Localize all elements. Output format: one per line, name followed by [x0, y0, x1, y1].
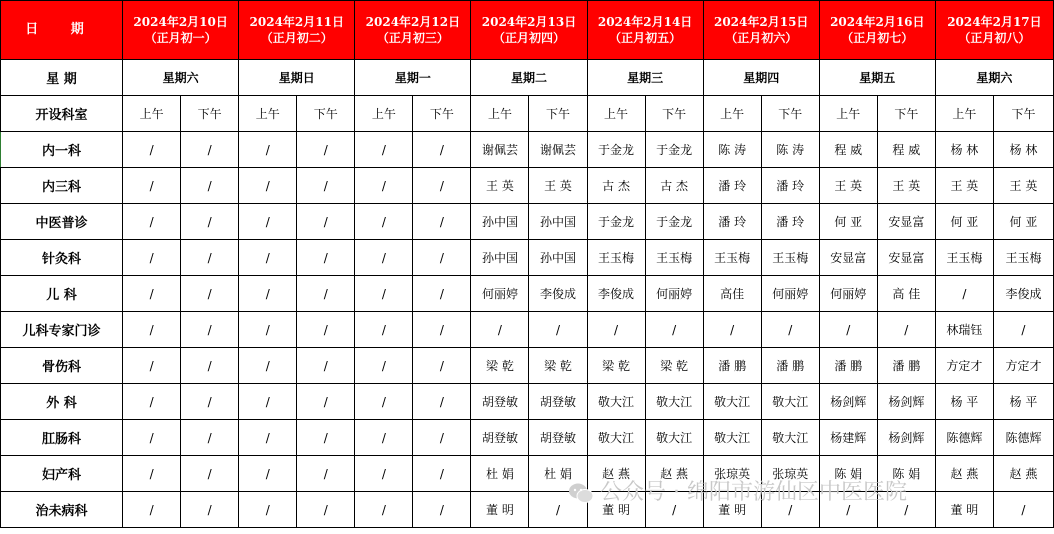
doctor-cell: 杨建辉 — [819, 420, 877, 456]
doctor-cell: / — [239, 420, 297, 456]
doctor-cell: 王 英 — [529, 168, 587, 204]
doctor-cell: 敬大江 — [645, 384, 703, 420]
doctor-cell: / — [877, 492, 935, 528]
doctor-cell: 高佳 — [703, 276, 761, 312]
morning-session-cell: 上午 — [123, 96, 181, 132]
doctor-cell: / — [413, 312, 471, 348]
doctor-cell: 陈 娟 — [877, 456, 935, 492]
doctor-cell: 王玉梅 — [703, 240, 761, 276]
doctor-cell: / — [239, 456, 297, 492]
doctor-cell: 敬大江 — [703, 384, 761, 420]
doctor-cell: / — [123, 168, 181, 204]
weekday-cell: 星期四 — [703, 60, 819, 96]
doctor-cell: / — [181, 168, 239, 204]
doctor-cell: / — [355, 492, 413, 528]
doctor-cell: / — [355, 168, 413, 204]
date-header-cell — [471, 1, 587, 60]
doctor-cell: / — [413, 348, 471, 384]
weekday-cell: 星期五 — [819, 60, 935, 96]
afternoon-session-cell: 下午 — [529, 96, 587, 132]
date-header-cell — [123, 1, 239, 60]
doctor-cell: / — [355, 240, 413, 276]
doctor-cell: 杨 平 — [993, 384, 1053, 420]
doctor-cell: / — [297, 276, 355, 312]
doctor-cell: 林瑞钰 — [935, 312, 993, 348]
doctor-cell: / — [761, 312, 819, 348]
doctor-cell: / — [239, 276, 297, 312]
gregorian-date: 2024年2月10日 — [133, 15, 228, 29]
doctor-cell: / — [239, 132, 297, 168]
date-header-cell — [355, 1, 471, 60]
doctor-cell: / — [239, 204, 297, 240]
department-name: 中医普诊 — [1, 204, 123, 240]
doctor-cell: 杨剑辉 — [819, 384, 877, 420]
doctor-cell: / — [297, 312, 355, 348]
doctor-cell: 梁 乾 — [587, 348, 645, 384]
doctor-cell: 潘 玲 — [703, 168, 761, 204]
gregorian-date: 2024年2月12日 — [365, 15, 461, 29]
doctor-cell: 陈 涛 — [761, 132, 819, 168]
doctor-cell: 杨剑辉 — [877, 384, 935, 420]
department-name: 骨伤科 — [1, 348, 123, 384]
weekday-row-label: 星 期 — [1, 60, 123, 96]
doctor-cell: / — [355, 312, 413, 348]
department-row — [1, 312, 1054, 348]
doctor-cell: 李俊成 — [993, 276, 1053, 312]
doctor-cell: / — [123, 312, 181, 348]
gregorian-date: 2024年2月17日 — [947, 15, 1042, 29]
doctor-cell: / — [181, 348, 239, 384]
department-row — [1, 420, 1054, 456]
department-name: 治未病科 — [1, 492, 123, 528]
afternoon-session-cell: 下午 — [181, 96, 239, 132]
weekday-cell: 星期二 — [471, 60, 587, 96]
doctor-cell: / — [355, 348, 413, 384]
doctor-cell: 高 佳 — [877, 276, 935, 312]
gregorian-date: 2024年2月11日 — [249, 15, 344, 29]
doctor-cell: 潘 鹏 — [819, 348, 877, 384]
morning-session-cell: 上午 — [239, 96, 297, 132]
doctor-cell: 孙中国 — [471, 204, 529, 240]
doctor-cell: / — [181, 456, 239, 492]
doctor-cell: / — [297, 420, 355, 456]
gregorian-date: 2024年2月14日 — [597, 15, 693, 29]
doctor-cell: 敬大江 — [761, 384, 819, 420]
doctor-cell: / — [355, 384, 413, 420]
doctor-cell: 潘 玲 — [703, 204, 761, 240]
doctor-cell: / — [297, 384, 355, 420]
doctor-cell: 赵 燕 — [587, 456, 645, 492]
doctor-cell: 梁 乾 — [471, 348, 529, 384]
morning-session-cell: 上午 — [471, 96, 529, 132]
doctor-cell: 安显富 — [819, 240, 877, 276]
doctor-cell: 王玉梅 — [645, 240, 703, 276]
doctor-cell: / — [239, 492, 297, 528]
morning-session-cell: 上午 — [935, 96, 993, 132]
doctor-cell: 敬大江 — [587, 420, 645, 456]
doctor-cell: 安显富 — [877, 204, 935, 240]
doctor-cell: 程 威 — [819, 132, 877, 168]
doctor-cell: / — [181, 240, 239, 276]
doctor-cell: / — [297, 348, 355, 384]
lunar-date: （正月初七） — [841, 31, 914, 45]
doctor-cell: / — [529, 312, 587, 348]
doctor-cell: / — [181, 384, 239, 420]
morning-session-cell: 上午 — [703, 96, 761, 132]
doctor-cell: / — [123, 276, 181, 312]
weekday-cell: 星期六 — [123, 60, 239, 96]
doctor-cell: 潘 玲 — [761, 204, 819, 240]
doctor-cell: 潘 鹏 — [703, 348, 761, 384]
doctor-cell: / — [355, 132, 413, 168]
doctor-cell: / — [181, 420, 239, 456]
weekday-cell: 星期一 — [355, 60, 471, 96]
department-row — [1, 492, 1054, 528]
doctor-cell: 王 英 — [877, 168, 935, 204]
doctor-cell: 赵 燕 — [935, 456, 993, 492]
date-header-row — [1, 1, 1054, 60]
doctor-cell: / — [355, 276, 413, 312]
lunar-date: （正月初三） — [376, 31, 449, 45]
doctor-cell: / — [413, 204, 471, 240]
doctor-cell: 何 亚 — [819, 204, 877, 240]
doctor-cell: / — [297, 492, 355, 528]
doctor-cell: 梁 乾 — [529, 348, 587, 384]
doctor-cell: / — [355, 204, 413, 240]
lunar-date: （正月初五） — [609, 31, 682, 45]
doctor-cell: 杨剑辉 — [877, 420, 935, 456]
doctor-cell: 方定才 — [935, 348, 993, 384]
doctor-cell: / — [703, 312, 761, 348]
department-row — [1, 456, 1054, 492]
department-name: 妇产科 — [1, 456, 123, 492]
doctor-cell: 潘 鹏 — [761, 348, 819, 384]
doctor-cell: / — [413, 168, 471, 204]
weekday-cell: 星期三 — [587, 60, 703, 96]
doctor-cell: / — [413, 132, 471, 168]
doctor-cell: 何丽婷 — [761, 276, 819, 312]
doctor-cell: / — [239, 312, 297, 348]
doctor-cell: / — [297, 456, 355, 492]
lunar-date: （正月初六） — [725, 31, 798, 45]
doctor-cell: 胡登敏 — [471, 384, 529, 420]
doctor-cell: / — [413, 384, 471, 420]
doctor-cell: / — [877, 312, 935, 348]
department-row — [1, 348, 1054, 384]
afternoon-session-cell: 下午 — [761, 96, 819, 132]
department-name: 针灸科 — [1, 240, 123, 276]
doctor-cell: 何 亚 — [993, 204, 1053, 240]
doctor-cell: / — [761, 492, 819, 528]
doctor-cell: 王 英 — [819, 168, 877, 204]
gregorian-date: 2024年2月15日 — [713, 15, 809, 29]
doctor-cell: 何丽婷 — [471, 276, 529, 312]
doctor-cell: / — [471, 312, 529, 348]
doctor-cell: 潘 鹏 — [877, 348, 935, 384]
gregorian-date: 2024年2月16日 — [830, 15, 925, 29]
gregorian-date: 2024年2月13日 — [481, 15, 577, 29]
department-row — [1, 132, 1054, 168]
doctor-cell: 于金龙 — [645, 132, 703, 168]
doctor-cell: / — [123, 132, 181, 168]
doctor-cell: 赵 燕 — [993, 456, 1053, 492]
date-header-cell — [819, 1, 935, 60]
doctor-cell: 陈 娟 — [819, 456, 877, 492]
date-header-label: 日 期 — [1, 1, 123, 60]
doctor-cell: 于金龙 — [587, 204, 645, 240]
weekday-cell: 星期日 — [239, 60, 355, 96]
watermark-text: 公众号 · 绵阳市游仙区中医医院 — [600, 480, 907, 505]
doctor-cell: / — [645, 492, 703, 528]
doctor-cell: / — [819, 492, 877, 528]
doctor-cell: 杨 林 — [993, 132, 1053, 168]
doctor-cell: / — [181, 312, 239, 348]
department-name: 儿科专家门诊 — [1, 312, 123, 348]
session-row — [1, 96, 1054, 132]
doctor-cell: / — [819, 312, 877, 348]
afternoon-session-cell: 下午 — [297, 96, 355, 132]
doctor-cell: / — [123, 384, 181, 420]
afternoon-session-cell: 下午 — [645, 96, 703, 132]
afternoon-session-cell: 下午 — [413, 96, 471, 132]
doctor-cell: 敬大江 — [587, 384, 645, 420]
doctor-cell: / — [181, 276, 239, 312]
doctor-cell: / — [413, 240, 471, 276]
doctor-cell: 陈德辉 — [993, 420, 1053, 456]
doctor-cell: / — [993, 312, 1053, 348]
lunar-date: （正月初四） — [492, 31, 565, 45]
doctor-cell: / — [181, 492, 239, 528]
doctor-cell: 敬大江 — [645, 420, 703, 456]
doctor-cell: 陈 涛 — [703, 132, 761, 168]
doctor-cell: / — [123, 456, 181, 492]
doctor-cell: 孙中国 — [529, 204, 587, 240]
department-row — [1, 168, 1054, 204]
department-name: 外 科 — [1, 384, 123, 420]
doctor-cell: / — [181, 132, 239, 168]
doctor-cell: / — [355, 420, 413, 456]
lunar-date: （正月初八） — [958, 31, 1031, 45]
morning-session-cell: 上午 — [819, 96, 877, 132]
afternoon-session-cell: 下午 — [877, 96, 935, 132]
department-row — [1, 240, 1054, 276]
doctor-cell: 董 明 — [587, 492, 645, 528]
doctor-cell: 董 明 — [471, 492, 529, 528]
lunar-date: （正月初二） — [260, 31, 333, 45]
department-name: 内三科 — [1, 168, 123, 204]
doctor-cell: 于金龙 — [587, 132, 645, 168]
doctor-cell: 张琼英 — [703, 456, 761, 492]
department-name: 内一科 — [1, 132, 123, 168]
doctor-cell: 杜 娟 — [529, 456, 587, 492]
doctor-cell: 杨 林 — [935, 132, 993, 168]
weekday-row — [1, 60, 1054, 96]
doctor-cell: 李俊成 — [529, 276, 587, 312]
weekday-cell: 星期六 — [935, 60, 1053, 96]
doctor-cell: 陈德辉 — [935, 420, 993, 456]
morning-session-cell: 上午 — [587, 96, 645, 132]
doctor-cell: 王 英 — [935, 168, 993, 204]
doctor-cell: 胡登敏 — [529, 384, 587, 420]
morning-session-cell: 上午 — [355, 96, 413, 132]
doctor-cell: 胡登敏 — [529, 420, 587, 456]
doctor-cell: 谢佩芸 — [529, 132, 587, 168]
doctor-cell: 谢佩芸 — [471, 132, 529, 168]
doctor-cell: / — [239, 168, 297, 204]
doctor-cell: / — [123, 348, 181, 384]
doctor-cell: / — [587, 312, 645, 348]
doctor-cell: 张琼英 — [761, 456, 819, 492]
date-header-cell — [587, 1, 703, 60]
doctor-cell: / — [181, 204, 239, 240]
department-name: 儿 科 — [1, 276, 123, 312]
doctor-cell: / — [123, 420, 181, 456]
doctor-cell: 敬大江 — [703, 420, 761, 456]
doctor-cell: 于金龙 — [645, 204, 703, 240]
doctor-cell: 杨 平 — [935, 384, 993, 420]
date-header-cell — [935, 1, 1053, 60]
afternoon-session-cell: 下午 — [993, 96, 1053, 132]
doctor-cell: 何 亚 — [935, 204, 993, 240]
doctor-cell: / — [413, 456, 471, 492]
doctor-cell: 董 明 — [703, 492, 761, 528]
doctor-cell: 方定才 — [993, 348, 1053, 384]
doctor-cell: / — [529, 492, 587, 528]
doctor-cell: / — [123, 204, 181, 240]
doctor-cell: 古 杰 — [587, 168, 645, 204]
doctor-cell: 胡登敏 — [471, 420, 529, 456]
doctor-cell: 李俊成 — [587, 276, 645, 312]
doctor-cell: 孙中国 — [471, 240, 529, 276]
doctor-cell: / — [413, 420, 471, 456]
doctor-cell: 安显富 — [877, 240, 935, 276]
department-name: 肛肠科 — [1, 420, 123, 456]
doctor-cell: 王玉梅 — [761, 240, 819, 276]
doctor-cell: / — [355, 456, 413, 492]
date-header-cell — [703, 1, 819, 60]
doctor-cell: / — [297, 204, 355, 240]
doctor-cell: 王 英 — [471, 168, 529, 204]
doctor-cell: 孙中国 — [529, 240, 587, 276]
department-row — [1, 384, 1054, 420]
doctor-cell: 王玉梅 — [993, 240, 1053, 276]
doctor-cell: 程 威 — [877, 132, 935, 168]
doctor-cell: / — [239, 348, 297, 384]
doctor-cell: / — [297, 240, 355, 276]
doctor-cell: 梁 乾 — [645, 348, 703, 384]
doctor-cell: / — [993, 492, 1053, 528]
doctor-cell: 古 杰 — [645, 168, 703, 204]
department-row — [1, 204, 1054, 240]
doctor-cell: 杜 娟 — [471, 456, 529, 492]
doctor-cell: 赵 燕 — [645, 456, 703, 492]
doctor-cell: / — [297, 132, 355, 168]
doctor-cell: / — [123, 492, 181, 528]
doctor-cell: 王玉梅 — [935, 240, 993, 276]
doctor-cell: / — [645, 312, 703, 348]
doctor-cell: / — [123, 240, 181, 276]
doctor-cell: / — [239, 384, 297, 420]
lunar-date: （正月初一） — [144, 31, 217, 45]
session-row-label: 开设科室 — [1, 96, 123, 132]
doctor-cell: 何丽婷 — [645, 276, 703, 312]
doctor-cell: / — [239, 240, 297, 276]
doctor-cell: 王 英 — [993, 168, 1053, 204]
doctor-cell: 敬大江 — [761, 420, 819, 456]
doctor-cell: 潘 玲 — [761, 168, 819, 204]
doctor-cell: 董 明 — [935, 492, 993, 528]
doctor-cell: 王玉梅 — [587, 240, 645, 276]
date-header-cell — [239, 1, 355, 60]
doctor-cell: 何丽婷 — [819, 276, 877, 312]
doctor-cell: / — [413, 276, 471, 312]
doctor-cell: / — [297, 168, 355, 204]
doctor-cell: / — [413, 492, 471, 528]
doctor-cell: / — [935, 276, 993, 312]
department-row — [1, 276, 1054, 312]
